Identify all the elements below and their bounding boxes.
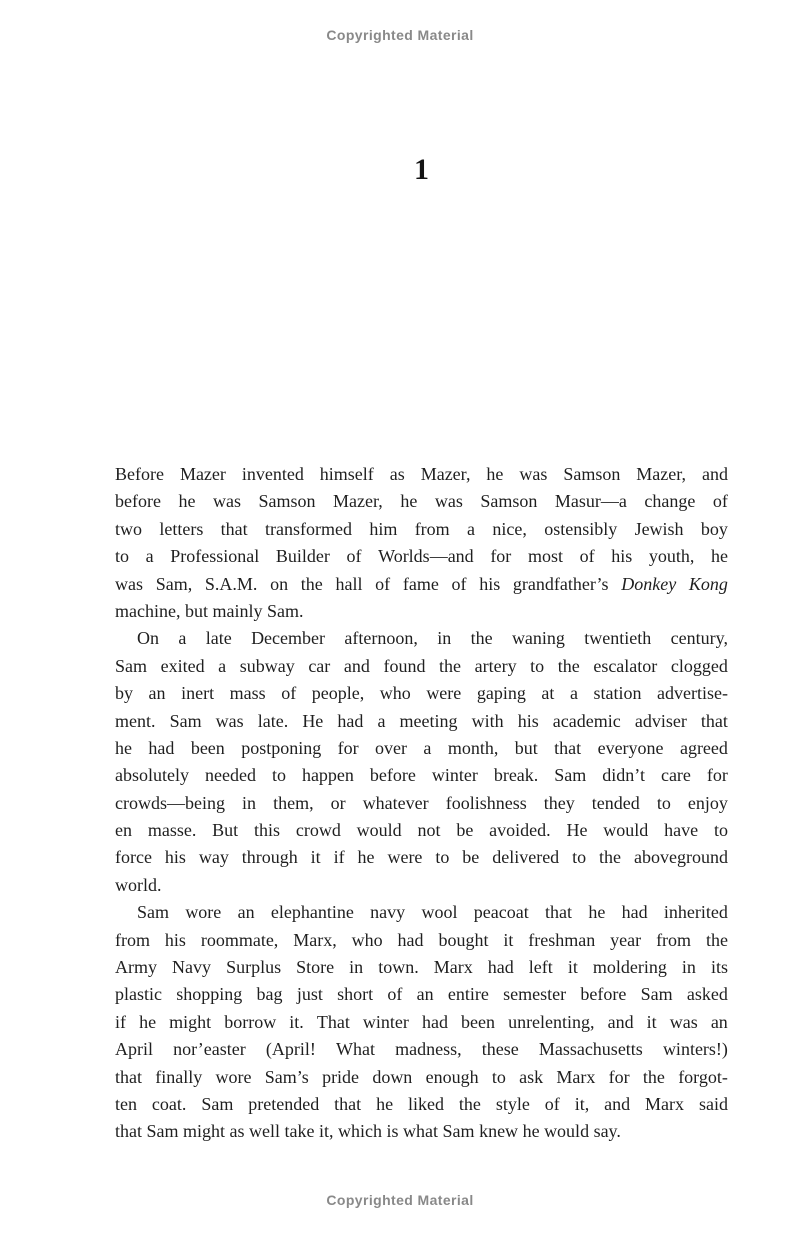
text-line: two letters that transformed him from a nice, ostensibly Jewish boy	[115, 518, 728, 539]
text-line: April nor’easter (April! What madness, these Massachusetts winters!)	[115, 1039, 728, 1060]
page-body	[115, 461, 728, 1146]
text-line: he had been postponing for over a month, but that everyone agreed	[115, 737, 728, 758]
text-line: to a Professional Builder of Worlds—and for most of his youth, he	[115, 546, 728, 567]
text-line: Sam wore an elephantine navy wool peacoat that he had inherited	[137, 902, 728, 923]
text-line: plastic shopping bag just short of an entire semester before Sam asked	[115, 984, 728, 1005]
text-line: that finally wore Sam’s pride down enough to ask Marx for the forgot-	[115, 1066, 728, 1087]
text-line: Sam exited a subway car and found the artery to the escalator clogged	[115, 655, 728, 676]
text-line: On a late December afternoon, in the waning twentieth century,	[137, 628, 728, 649]
text-line: ten coat. Sam pretended that he liked the style of it, and Marx said	[115, 1093, 728, 1114]
text-line: was Sam, S.A.M. on the hall of fame of his grandfather’s Donkey Kong	[115, 573, 728, 594]
text-line: absolutely needed to happen before winter break. Sam didn’t care for	[115, 765, 728, 786]
copyright-notice-bottom: Copyrighted Material	[326, 1192, 474, 1208]
text-line: machine, but mainly Sam.	[115, 600, 304, 621]
chapter-number: 1	[414, 153, 429, 186]
text-line: ment. Sam was late. He had a meeting with his academic adviser that	[115, 710, 728, 731]
text-line: from his roommate, Marx, who had bought it freshman year from the	[115, 929, 728, 950]
text-line: world.	[115, 874, 162, 895]
copyright-notice-top: Copyrighted Material	[326, 27, 474, 43]
text-line: before he was Samson Mazer, he was Samson Masur—a change of	[115, 491, 728, 512]
text-line: by an inert mass of people, who were gaping at a station advertise-	[115, 683, 728, 704]
text-line: that Sam might as well take it, which is what Sam knew he would say.	[115, 1121, 621, 1142]
text-line: force his way through it if he were to be delivered to the aboveground	[115, 847, 728, 868]
text-line: Army Navy Surplus Store in town. Marx had left it moldering in its	[115, 957, 728, 978]
text-line: en masse. But this crowd would not be avoided. He would have to	[115, 820, 728, 841]
text-line: if he might borrow it. That winter had been unrelenting, and it was an	[115, 1011, 728, 1032]
text-line: crowds—being in them, or whatever foolishness they tended to enjoy	[115, 792, 728, 813]
text-line: Before Mazer invented himself as Mazer, he was Samson Mazer, and	[115, 464, 728, 484]
